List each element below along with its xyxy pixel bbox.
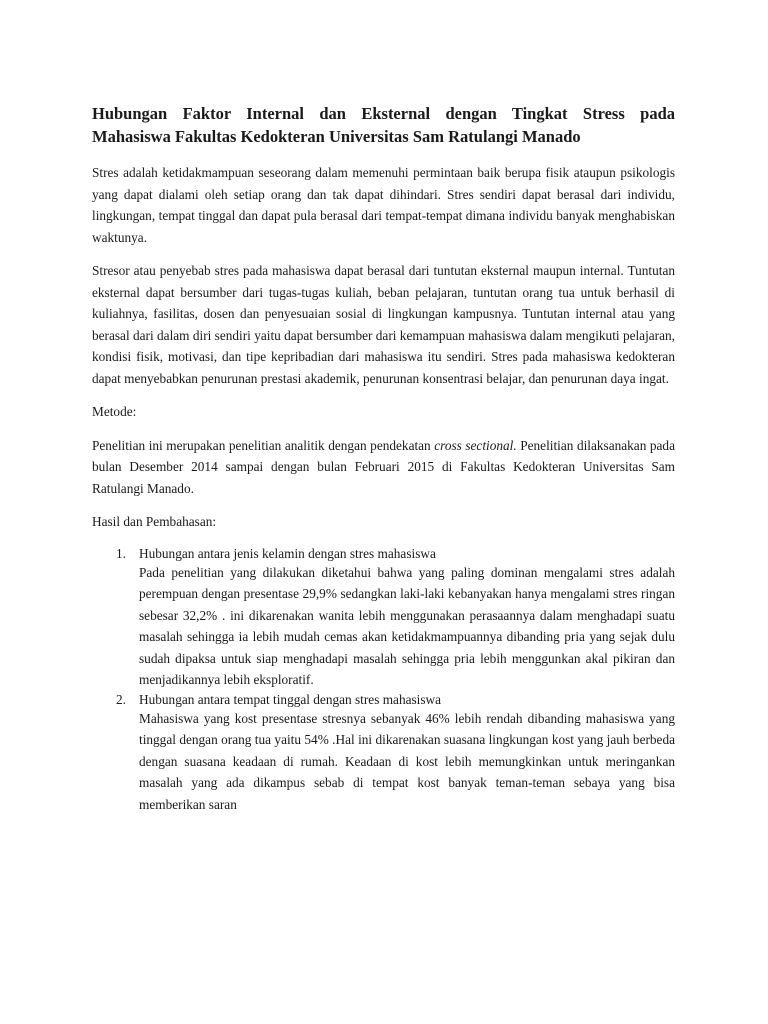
intro-paragraph-1: Stres adalah ketidakmampuan seseorang dalam memenuhi permintaan baik berupa fisik ataupun psikologis yang dapat dialami oleh setiap orang dan tak dapat dihindari. Stres sendiri dapat berasal dari individu, lingkungan, tempat tinggal dan dapat pula berasal dari tempat-tempat dimana individu banyak menghabiskan waktunya. <box>92 165 675 245</box>
method-paragraph <box>92 435 675 500</box>
method-text-after: Penelitian dilaksanakan pada bulan Desember 2014 sampai dengan bulan Februari 2015 di Fakultas Kedokteran Universitas Sam Ratulangi Manado. <box>92 437 675 496</box>
document-page <box>92 102 675 815</box>
method-text-italic: cross sectional. <box>434 437 517 453</box>
title-line-2: Mahasiswa Fakultas Kedokteran Universitas Sam Ratulangi Manado <box>92 127 581 146</box>
intro-paragraph-2: Stresor atau penyebab stres pada mahasiswa dapat berasal dari tuntutan eksternal maupun internal. Tuntutan eksternal dapat bersumber dari tugas-tugas kuliah, beban pelajaran, tuntutan orang tua untuk berhasil di kuliahnya, fasilitas, dosen dan penyesuaian sosial di lingkungan kampusnya. Tuntutan internal atau yang berasal dari dalam diri sendiri yaitu dapat bersumber dari kemampuan mahasiswa dalam mengikuti pelajaran, kondisi fisik, motivasi, dan tipe kepribadian dari mahasiswa itu sendiri. Stres pada mahasiswa kedokteran dapat menyebabkan penurunan prestasi akademik, penurunan konsentrasi belajar, dan penurunan daya ingat. <box>92 263 675 386</box>
list-item-number: 1. <box>116 545 126 561</box>
list-item-body: Mahasiswa yang kost presentase stresnya sebanyak 46% lebih rendah dibanding mahasiswa yang tinggal dengan orang tua yaitu 54% .Hal ini dikarenakan suasana lingkungan kost yang jauh berbeda dengan suasana keadaan di rumah. Keadaan di kost lebih memungkinkan untuk meringankan masalah yang ada dikampus sebab di tempat kost banyak teman-teman sebaya yang bisa memberikan saran <box>139 710 675 812</box>
list-item-title: Hubungan antara tempat tinggal dengan stres mahasiswa <box>139 691 442 707</box>
list-item-number: 2. <box>116 691 126 707</box>
document-title <box>92 102 675 148</box>
list-item <box>92 691 675 816</box>
method-heading: Metode: <box>92 404 137 419</box>
list-item-body: Pada penelitian yang dilakukan diketahui bahwa yang paling dominan mengalami stres adalah perempuan dengan presentase 29,9% sedangkan laki-laki kebanyakan hanya mengalami stres ringan sebesar 32,2% . ini dikarenakan wanita lebih menggunakan perasaannya dalam menghadapi suatu masalah sehingga ia lebih mudah cemas akan ketidakmampuannya dibanding pria yang sejak dulu sudah dipaksa untuk siap menghadapi masalah sehingga pria lebih menggunkan akal pikiran dan menjadikannya lebih eksploratif. <box>139 564 675 687</box>
results-list <box>92 545 675 816</box>
results-heading: Hasil dan Pembahasan: <box>92 514 217 529</box>
list-item <box>92 545 675 691</box>
title-line-1: Hubungan Faktor Internal dan Eksternal dengan Tingkat Stress pada <box>92 104 675 123</box>
method-text-before: Penelitian ini merupakan penelitian analitik dengan pendekatan <box>92 437 435 453</box>
list-item-title: Hubungan antara jenis kelamin dengan stres mahasiswa <box>139 545 436 561</box>
